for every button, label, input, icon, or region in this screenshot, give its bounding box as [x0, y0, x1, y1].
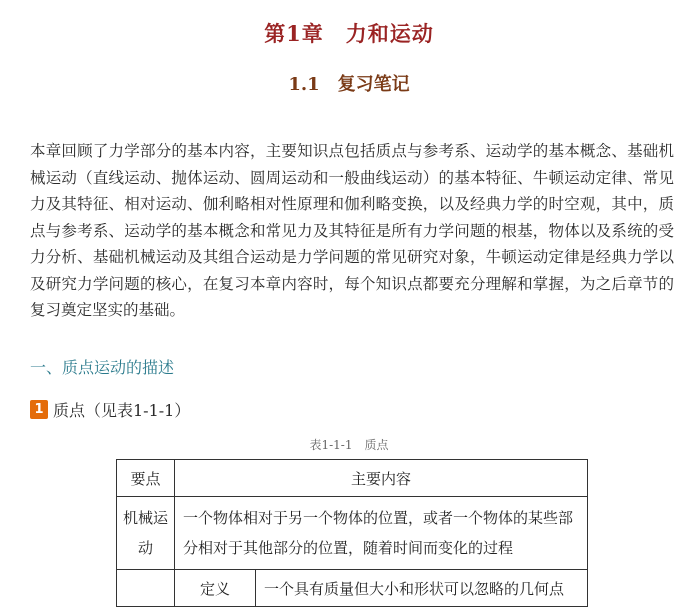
table-row	[117, 497, 588, 570]
table-header-key: 要点	[117, 460, 175, 497]
table-cell-subkey: 定义	[175, 570, 256, 607]
table-cell-key-empty	[117, 570, 175, 607]
table-row	[117, 570, 588, 607]
heading-particle-motion: 一、质点运动的描述	[30, 358, 175, 377]
intro-paragraph: 本章回顾了力学部分的基本内容，主要知识点包括质点与参考系、运动学的基本概念、基础机械运动（直线运动、抛体运动、圆周运动和一般曲线运动）的基本特征、牛顿运动定律、常见力及其特征、相对运动、伽利略相对性原理和伽利略变换，以及经典力学的时空观，其中，质点与参考系、运动学的基本概念和常见力及其特征是所有力学问题的根基，物体以及系统的受力分析、基础机械运动及其组合运动是力学问题的常见研究对象，牛顿运动定律是经典力学以及研究力学问题的核心，在复习本章内容时，每个知识点都要充分理解和掌握，为之后章节的复习奠定坚实的基础。	[30, 142, 674, 319]
particle-table	[116, 459, 588, 607]
table-cell-content: 一个物体相对于另一个物体的位置，或者一个物体的某些部分相对于其他部分的位置，随着时间而变化的过程	[175, 497, 588, 570]
table-cell-key: 机械运动	[117, 497, 175, 570]
chapter-title: 第1章 力和运动	[264, 21, 434, 46]
heading-particle	[30, 398, 190, 421]
heading-particle-label: 质点（见表1-1-1）	[53, 401, 191, 420]
table-header-content: 主要内容	[175, 460, 588, 497]
table-header-row	[117, 460, 588, 497]
table-cell-subcontent: 一个具有质量但大小和形状可以忽略的几何点	[256, 570, 588, 607]
table-caption: 表1-1-1 质点	[309, 438, 389, 452]
number-badge: 1	[30, 400, 48, 419]
section-title: 1.1 复习笔记	[288, 74, 410, 95]
